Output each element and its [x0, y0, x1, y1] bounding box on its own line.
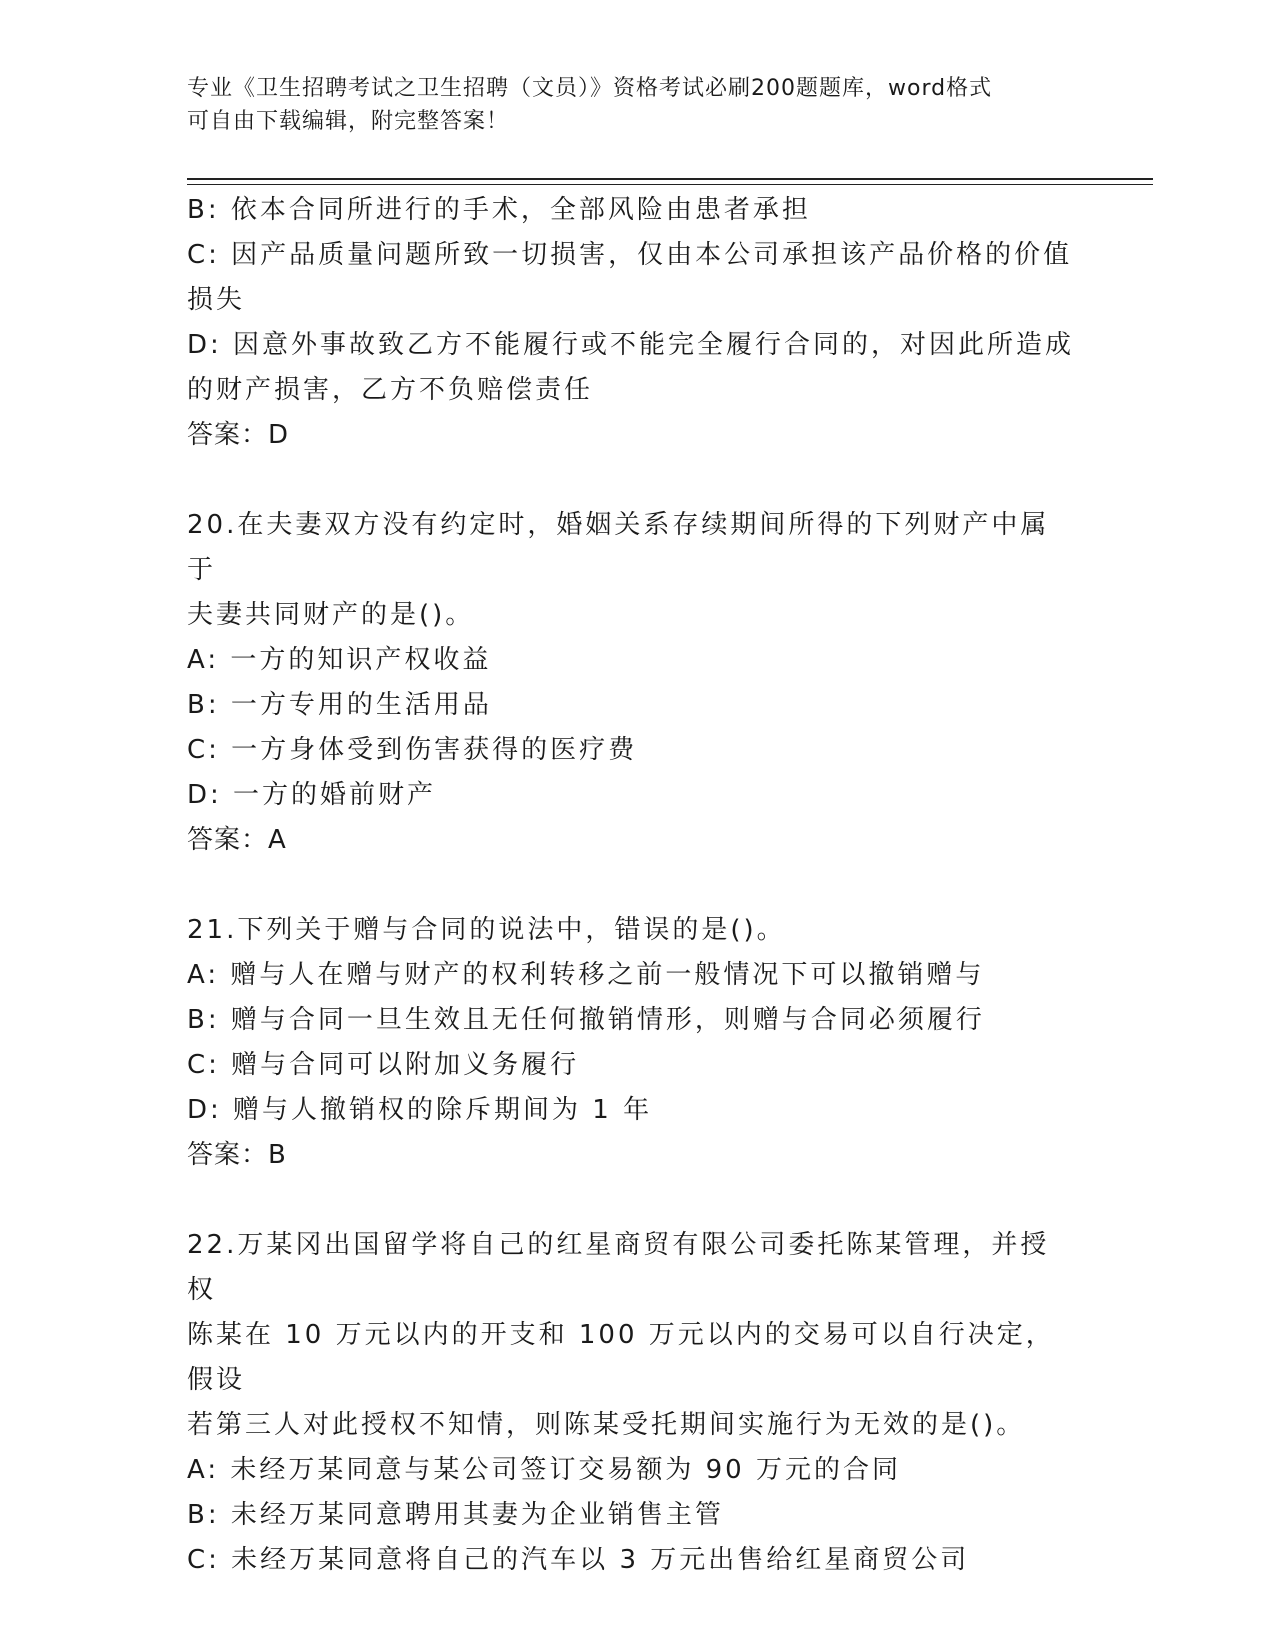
- question-stem: 22.万某冈出国留学将自己的红星商贸有限公司委托陈某管理，并授权: [187, 1230, 1050, 1305]
- option-c: C: 一方身体受到伤害获得的医疗费: [187, 735, 638, 765]
- question-22: [187, 1223, 1077, 1583]
- header-line-1: 专业《卫生招聘考试之卫生招聘（文员）》资格考试必刷200题题库，word格式: [187, 76, 993, 101]
- header-rule-thin: [187, 184, 1153, 185]
- option-d: D: 因意外事故致乙方不能履行或不能完全履行合同的，对因此所造成: [187, 330, 1075, 360]
- option-d: D: 赠与人撤销权的除斥期间为 1 年: [187, 1095, 653, 1125]
- header-line-2: 可自由下载编辑，附完整答案！: [187, 109, 510, 134]
- answer: 答案：A: [187, 825, 287, 855]
- option-a: A: 赠与人在赠与财产的权利转移之前一般情况下可以撤销赠与: [187, 960, 985, 990]
- option-a: A: 一方的知识产权收益: [187, 645, 492, 675]
- option-b: B: 依本合同所进行的手术，全部风险由患者承担: [187, 195, 811, 225]
- answer: 答案：D: [187, 420, 290, 450]
- answer: 答案：B: [187, 1140, 287, 1170]
- question-19-continued: [187, 188, 1077, 458]
- option-d: D: 一方的婚前财产: [187, 780, 437, 810]
- spacer: [187, 1178, 1077, 1223]
- option-c: C: 因产品质量问题所致一切损害，仅由本公司承担该产品价格的价值: [187, 240, 1073, 270]
- option-d-continued: 的财产损害，乙方不负赔偿责任: [187, 375, 594, 405]
- question-21: [187, 908, 1077, 1178]
- question-stem: 21.下列关于赠与合同的说法中，错误的是()。: [187, 915, 786, 945]
- document-body: [187, 188, 1077, 1583]
- question-stem: 20.在夫妻双方没有约定时，婚姻关系存续期间所得的下列财产中属于: [187, 510, 1050, 585]
- option-c: C: 未经万某同意将自己的汽车以 3 万元出售给红星商贸公司: [187, 1545, 970, 1575]
- spacer: [187, 863, 1077, 908]
- question-stem-continued: 陈某在 10 万元以内的开支和 100 万元以内的交易可以自行决定，假设: [187, 1320, 1055, 1395]
- option-c-continued: 损失: [187, 285, 246, 315]
- option-c: C: 赠与合同可以附加义务履行: [187, 1050, 580, 1080]
- question-stem-continued: 夫妻共同财产的是()。: [187, 600, 475, 630]
- option-b: B: 赠与合同一旦生效且无任何撤销情形，则赠与合同必须履行: [187, 1005, 985, 1035]
- page-header: [187, 72, 1087, 138]
- header-rule-thick: [187, 178, 1153, 180]
- question-20: [187, 503, 1077, 863]
- option-b: B: 一方专用的生活用品: [187, 690, 492, 720]
- spacer: [187, 458, 1077, 503]
- question-stem-continued: 若第三人对此授权不知情，则陈某受托期间实施行为无效的是()。: [187, 1410, 1026, 1440]
- option-b: B: 未经万某同意聘用其妻为企业销售主管: [187, 1500, 724, 1530]
- option-a: A: 未经万某同意与某公司签订交易额为 90 万元的合同: [187, 1455, 901, 1485]
